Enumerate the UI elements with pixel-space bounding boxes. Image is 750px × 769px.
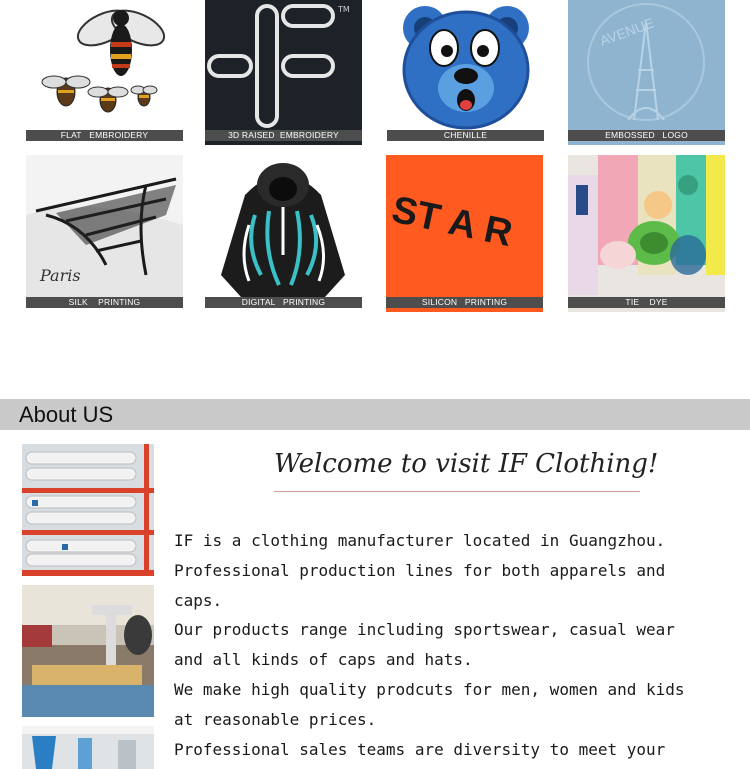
about-line: Our products range including sportswear, casual wear [174,620,675,640]
tie-dye-garments-image [568,155,725,312]
silk-text: Paris [40,266,81,285]
sewing-workshop-photo [22,585,154,717]
technique-tie-dye[interactable] [568,155,725,312]
technique-label: SILK PRINTING [26,297,183,308]
technique-label: FLAT EMBROIDERY [26,130,183,141]
embossed-eiffel-image [568,0,725,145]
technique-embossed-logo[interactable] [568,0,725,145]
about-line: and all kinds of caps and hats. [174,650,473,670]
technique-label: EMBOSSED LOGO [568,130,725,141]
digital-printing-hoodie-image [205,155,362,297]
welcome-title: Welcome to visit IF Clothing! [274,449,659,479]
about-line: IF is a clothing manufacturer located in Guangzhou. [174,531,666,550]
about-line: at reasonable prices. [174,709,377,729]
technique-flat-embroidery[interactable] [26,0,183,142]
about-line: caps. [174,590,223,610]
technique-label: CHENILLE [387,130,544,141]
about-paragraph [174,526,734,764]
silicon-printing-star-image [386,155,543,312]
about-line: We make high quality prodcuts for men, women and kids [174,679,685,699]
technique-label: TIE DYE [568,297,725,308]
about-heading: About US [19,402,114,427]
technique-digital-printing[interactable] [205,155,362,310]
silk-printing-eiffel-image [26,155,183,297]
about-line: Professional sales teams are diversity to meet your [174,739,666,759]
technique-silk-printing[interactable] [26,155,183,310]
technique-label: SILICON PRINTING [386,297,543,308]
about-section-header [0,399,750,430]
flat-embroidery-bee-image [26,0,183,130]
embossed-text: AVENUE [597,14,657,49]
silicon-text: ST A R [388,188,516,256]
chenille-bear-patch-image [387,0,544,145]
technique-label: DIGITAL PRINTING [205,297,362,308]
technique-3d-raised-embroidery[interactable] [205,0,362,145]
3d-embroidery-logo-image [205,0,362,145]
technique-silicon-printing[interactable] [386,155,543,312]
svg-text:TM: TM [338,5,350,14]
technique-label: 3D RAISED EMBROIDERY [205,130,362,141]
factory-floor-photo [22,726,154,769]
about-line: Professional production lines for both apparels and [174,560,666,580]
welcome-underline [274,491,640,492]
technique-chenille[interactable] [387,0,544,145]
fabric-warehouse-photo [22,444,154,576]
